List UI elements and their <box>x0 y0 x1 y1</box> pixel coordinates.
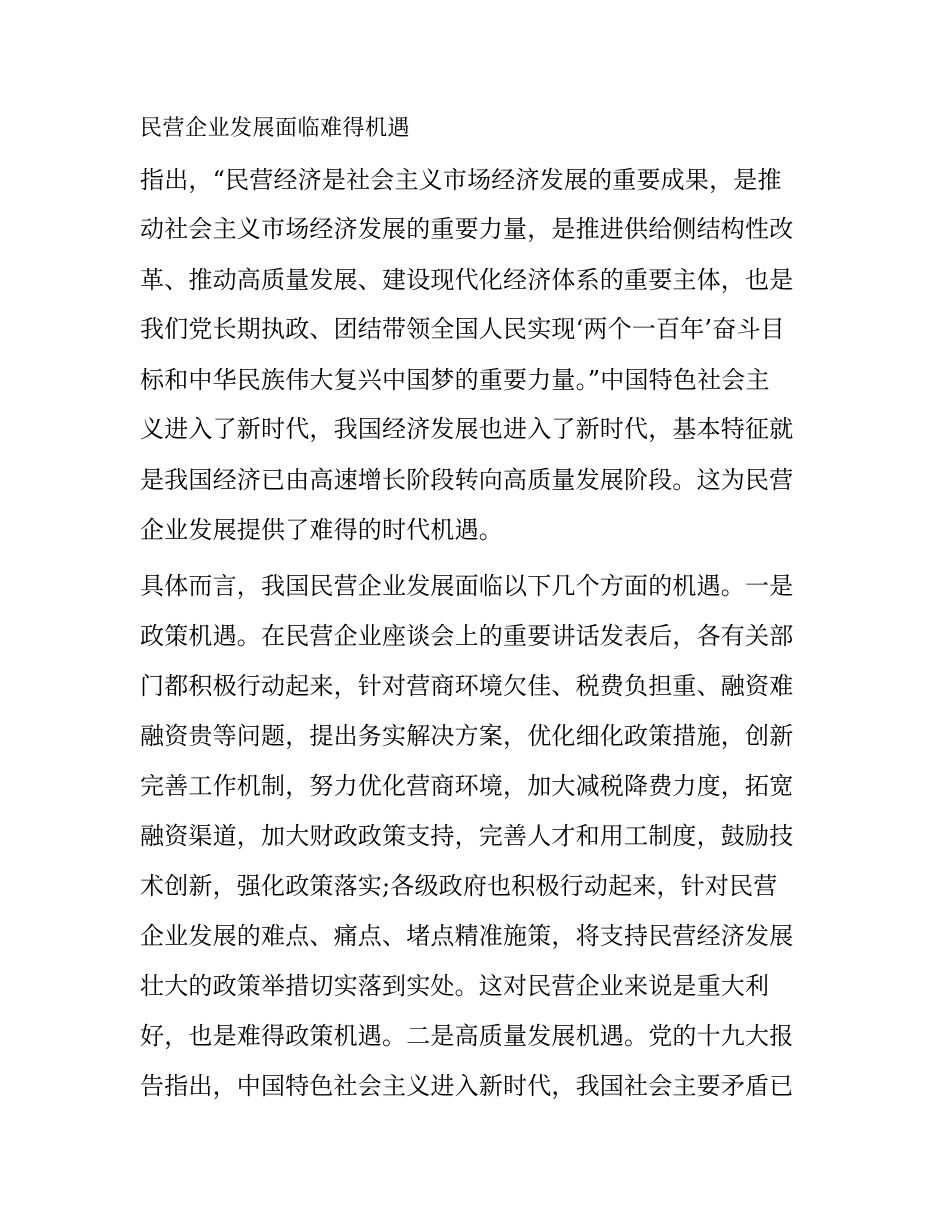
paragraph-line: 好，也是难得政策机遇。二是高质量发展机遇。党的十九大报 <box>140 1022 794 1050</box>
paragraph-line: 完善工作机制，努力优化营商环境，加大减税降费力度，拓宽 <box>140 772 794 800</box>
paragraph-line: 壮大的政策举措切实落到实处。这对民营企业来说是重大利 <box>140 972 770 1000</box>
paragraph-line: 是我国经济已由高速增长阶段转向高质量发展阶段。这为民营 <box>140 466 794 494</box>
paragraph-line: 具体而言，我国民营企业发展面临以下几个方面的机遇。一是 <box>140 572 794 600</box>
paragraph-line: 企业发展提供了难得的时代机遇。 <box>140 516 503 544</box>
paragraph-line: 指出，“民营经济是社会主义市场经济发展的重要成果，是推 <box>140 166 782 194</box>
paragraph-line: 我们党长期执政、团结带领全国人民实现‘两个一百年’奋斗目 <box>140 315 785 343</box>
paragraph-line: 标和中华民族伟大复兴中国梦的重要力量。”中国特色社会主 <box>140 366 770 394</box>
paragraph-line: 动社会主义市场经济发展的重要力量，是推进供给侧结构性改 <box>140 215 794 243</box>
paragraph-line: 告指出，中国特色社会主义进入新时代，我国社会主要矛盾已 <box>140 1072 794 1100</box>
document-title: 民营企业发展面临难得机遇 <box>140 116 411 141</box>
paragraph-line: 术创新，强化政策落实;各级政府也积极行动起来，针对民营 <box>140 872 778 900</box>
paragraph-line: 融资渠道，加大财政政策支持，完善人才和用工制度，鼓励技 <box>140 822 794 850</box>
paragraph-line: 企业发展的难点、痛点、堵点精准施策，将支持民营经济发展 <box>140 922 794 950</box>
paragraph-line: 义进入了新时代，我国经济发展也进入了新时代，基本特征就 <box>140 415 794 443</box>
paragraph-line: 门都积极行动起来，针对营商环境欠佳、税费负担重、融资难 <box>140 672 794 700</box>
paragraph-line: 融资贵等问题，提出务实解决方案，优化细化政策措施，创新 <box>140 722 794 750</box>
paragraph-line: 革、推动高质量发展、建设现代化经济体系的重要主体，也是 <box>140 266 794 294</box>
paragraph-line: 政策机遇。在民营企业座谈会上的重要讲话发表后，各有关部 <box>140 622 794 650</box>
